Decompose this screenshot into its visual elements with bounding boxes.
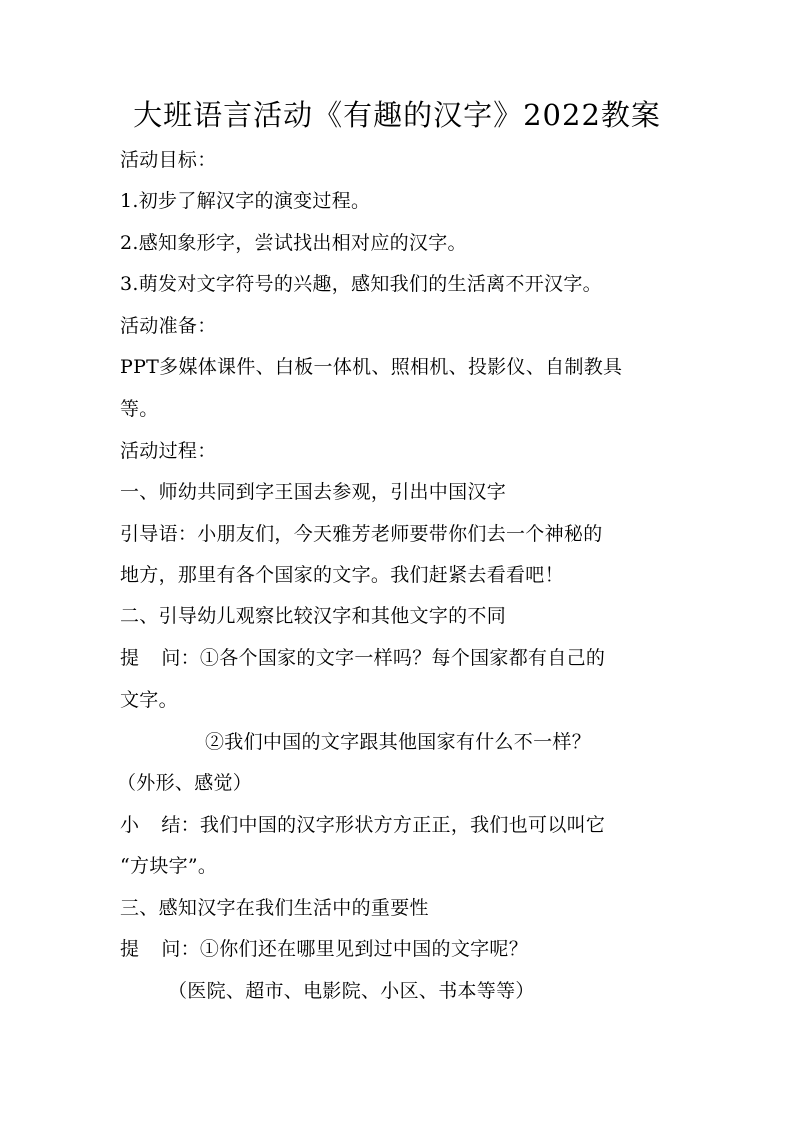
question-1-line-2: 文字。 [120,689,178,711]
document-title: 大班语言活动《有趣的汉字》2022教案 [133,98,661,132]
step-2-heading: 二、引导幼儿观察比较汉字和其他文字的不同 [120,605,507,627]
step-3-heading: 三、感知汉字在我们生活中的重要性 [120,897,429,919]
summary-label-b: 结：我们中国的汉字形状方方正正，我们也可以叫它 [161,814,606,836]
prep-text-line-2: 等。 [120,398,159,420]
question-2-line-1: ②我们中国的文字跟其他国家有什么不一样？ [205,731,592,753]
step-1-heading: 一、师幼共同到字王国去参观，引出中国汉字 [120,481,507,503]
question-3-label-a: 提 [120,938,140,960]
summary-line-1 [120,812,605,838]
goals-heading: 活动目标： [120,149,217,171]
question-1-label-a: 提 [120,647,140,669]
process-heading: 活动过程： [120,440,217,462]
goal-item-3: 3.萌发对文字符号的兴趣，感知我们的生活离不开汉字。 [120,273,602,295]
guide-text-line-2: 地方，那里有各个国家的文字。我们赶紧去看看吧！ [120,564,564,586]
goal-item-1: 1.初步了解汉字的演变过程。 [120,190,371,212]
prep-heading: 活动准备： [120,315,217,337]
prep-text-line-1: PPT多媒体课件、白板一体机、照相机、投影仪、自制教具 [120,356,623,378]
question-3-line-1 [120,936,528,962]
question-3-label-b: 问：①你们还在哪里见到过中国的文字呢？ [161,938,529,960]
summary-label-a: 小 [120,814,140,836]
question-3-answer: （医院、超市、电影院、小区、书本等等） [168,980,535,1002]
guide-text-line-1: 引导语：小朋友们，今天雅芳老师要带你们去一个神秘的 [120,523,603,545]
question-1-label-b: 问：①各个国家的文字一样吗？每个国家都有自己的 [161,647,606,669]
goal-item-2: 2.感知象形字，尝试找出相对应的汉字。 [120,232,467,254]
question-1-line-1 [120,645,605,671]
question-2-line-2: （外形、感觉） [117,772,253,794]
summary-line-2: “方块字”。 [120,855,218,877]
